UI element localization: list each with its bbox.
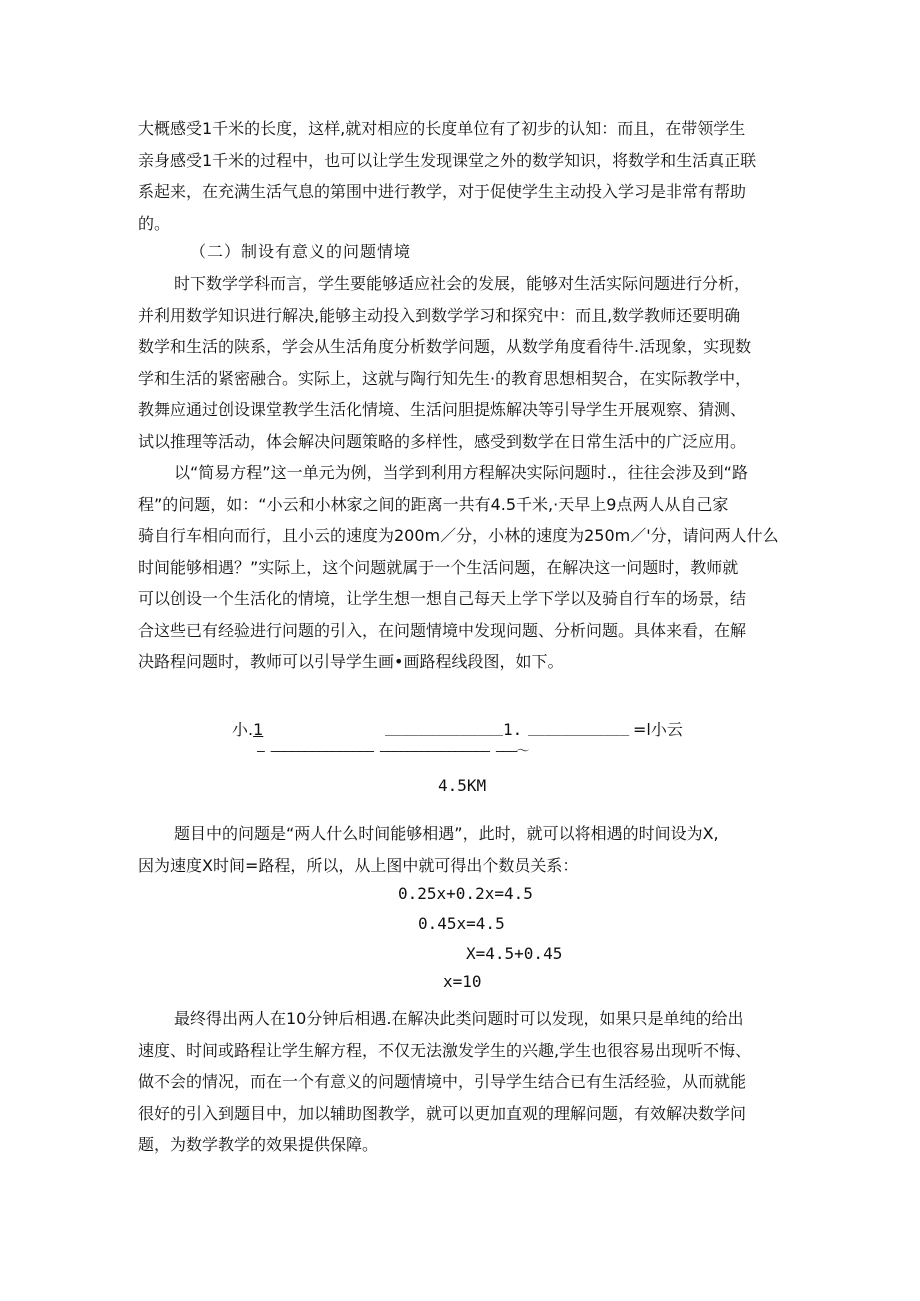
diagram-distance-label: 4.5KM [438, 776, 487, 795]
paragraph-4 [138, 818, 788, 881]
paragraph-1-line: 大概感受1千米的长度，这样,就对相应的长度单位有了初步的认知：而且，在带领学生 [138, 119, 746, 138]
diagram-left-label-num: 1 [253, 720, 264, 739]
paragraph-3-line: 以“简易方程”这一单元为例，当学到利用方程解决实际问题时.，往往会涉及到“路 [174, 463, 748, 482]
paragraph-5 [138, 1003, 788, 1161]
paragraph-1 [138, 113, 788, 239]
paragraph-1-line: 亲身感受1千米的过程中，也可以让学生发现课堂之外的数学知识，将数学和生活真正联 [138, 150, 757, 170]
paragraph-2-line: 并利用数学知识进行解决,能够主动投入到数学学习和探究中：而且,数学教师还要明确 [138, 305, 741, 325]
paragraph-4-line: 题目中的问题是“两人什么时间能够相遇”，此时，就可以将相遇的时间设为X, [174, 824, 719, 843]
equation-3: X=4.5+0.45 [466, 944, 563, 963]
diagram-dash-line: — ——————————————— ———————————————— ———～ [257, 744, 529, 759]
paragraph-2-line: 数学和生活的陕系，学会从生活角度分析数学问题，从数学角度看待牛.活现象，实现数 [138, 337, 752, 356]
paragraph-2-line: 教舞应通过创设课堂教学生活化情境、生活问胆提炼解决等引导学生开展观察、猜测、 [138, 400, 747, 419]
equation-1: 0.25x+0.2x=4.5 [398, 884, 533, 903]
paragraph-3-line: 决路程问题时，教师可以引导学生画•画路程线段图，如下。 [138, 652, 564, 671]
paragraph-3 [138, 457, 788, 678]
equation-4: x=10 [443, 972, 482, 991]
paragraph-2-line: 时下数学学科而言，学生要能够适应社会的发展，能够对生活实际问题进行分析， [174, 274, 751, 293]
paragraph-5-line: 做不会的情况，而在一个有意义的问题情境中，引导学生结合已有生活经验，从而就能 [138, 1072, 747, 1091]
equation-2: 0.45x=4.5 [418, 914, 505, 933]
paragraph-2-line: 学和生活的紧密融合。实际上，这就与陶行知先生·的教育思想相契合，在实际教学中， [138, 368, 752, 388]
paragraph-5-line: 最终得出两人在10分钟后相遇.在解决此类问题时可以发现，如果只是单纯的给出 [174, 1009, 744, 1028]
diagram-left-label-prefix: 小. [232, 720, 254, 739]
paragraph-1-line: 系起来，在充满生活气息的第围中进行教学，对于促使学生主动投入学习是非常有帮助 [138, 182, 747, 201]
paragraph-1-line: 的。 [138, 213, 171, 233]
paragraph-5-line: 速度、时间或路程让学生解方程，不仅无法激发学生的兴趣,学生也很容易出现听不悔、 [138, 1040, 752, 1060]
paragraph-3-line: 可以创设一个生活化的情境，让学生想一想自己每天上学下学以及骑自行车的场景，结 [138, 589, 747, 608]
paragraph-3-line: 时间能够相遇？”实际上，这个问题就属于一个生活问题，在解决这一问题时，教师就 [138, 557, 739, 577]
paragraph-3-line: 合这些已有经验进行问题的引入，在问题情境中发现问题、分析问题。具体来看，在解 [138, 620, 747, 640]
diagram-mid-mark: 1. [503, 720, 523, 739]
diagram-right-blank: ____________ [528, 720, 630, 736]
section-heading: （二）制设有意义的问题情境 [190, 242, 412, 261]
diagram-left-label [232, 720, 263, 740]
paragraph-2 [138, 268, 788, 457]
paragraph-2-line: 试以推理等活动，体会解决问题策略的多样性，感受到数学在日常生活中的广泛应用。 [138, 431, 747, 451]
paragraph-5-line: 题，为数学教学的效果提供保障。 [138, 1135, 379, 1154]
paragraph-4-line: 因为速度X时间=路程，所以，从上图中就可得出个数员关系： [138, 855, 579, 875]
paragraph-5-line: 很好的引入到题目中，加以辅助图教学，就可以更加直观的理解问题，有效解决数学问 [138, 1103, 747, 1123]
diagram-mid-blank: ______________ [385, 720, 504, 736]
paragraph-3-line: 程”的问题，如：“小云和小林家之间的距离一共有4.5千米,·天早上9点两人从自己家 [138, 494, 729, 514]
paragraph-3-line: 骑自行车相向而行，且小云的速度为200m／分，小林的速度为250m／'分，请问两人什么 [138, 526, 779, 545]
diagram-right-label: =l小云 [633, 720, 683, 739]
